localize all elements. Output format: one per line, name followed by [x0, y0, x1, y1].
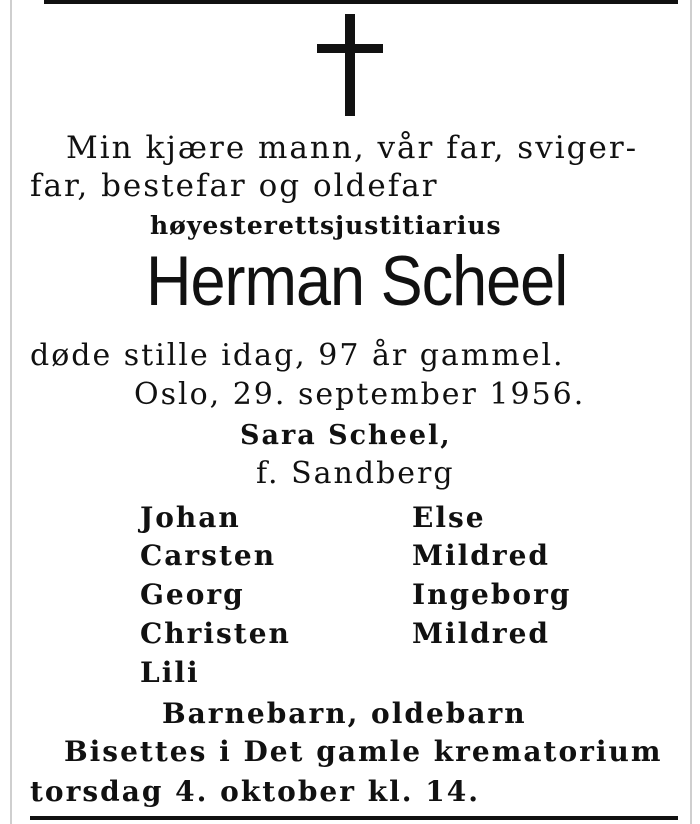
- funeral-line-2: torsdag 4. oktober kl. 14.: [30, 775, 480, 808]
- deceased-name: Herman Scheel: [146, 242, 568, 321]
- page-edge-right: [690, 0, 692, 824]
- bottom-rule: [30, 816, 678, 820]
- death-line: døde stille idag, 97 år gammel.: [30, 338, 565, 373]
- child-name: Johan: [140, 501, 241, 534]
- grandchildren-line: Barnebarn, oldebarn: [162, 697, 527, 730]
- child-name: Mildred: [412, 539, 550, 572]
- child-name: Georg: [140, 578, 245, 611]
- intro-line-2: far, bestefar og oldefar: [30, 168, 439, 204]
- intro-line-1: Min kjære mann, vår far, sviger-: [66, 130, 639, 166]
- child-name: Ingeborg: [412, 578, 572, 611]
- page-edge-left: [10, 0, 12, 824]
- child-name: Mildred: [412, 617, 550, 650]
- place-date: Oslo, 29. september 1956.: [134, 377, 586, 412]
- cross-icon: [314, 14, 386, 118]
- child-name: Else: [412, 501, 486, 534]
- widow-maiden-name: f. Sandberg: [256, 456, 455, 491]
- child-name: Lili: [140, 656, 200, 689]
- widow-name: Sara Scheel,: [240, 420, 452, 451]
- child-name: Christen: [140, 617, 291, 650]
- child-name: Carsten: [140, 539, 277, 572]
- deceased-title: høyesterettsjustitiarius: [150, 211, 502, 240]
- top-rule: [44, 0, 678, 4]
- funeral-line-1: Bisettes i Det gamle krematorium: [64, 735, 663, 768]
